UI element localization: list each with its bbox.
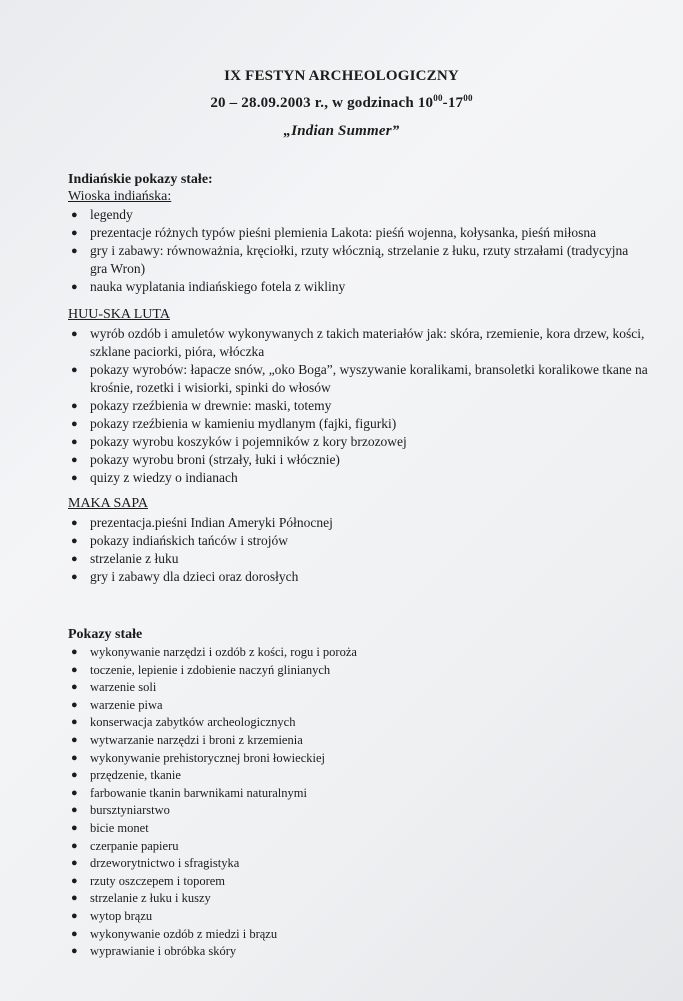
list-item-text: prezentacje różnych typów pieśni plemienia Lakota: pieśń wojenna, kołysanka, pieśń miłosna [90,225,597,240]
bullet-icon: ● [71,804,78,817]
list-item-text: farbowanie tkanin barwnikami naturalnymi [90,785,307,800]
bullet-icon: ● [71,927,78,940]
list-item-text: pokazy wyrobu broni (strzały, łuki i włócznie) [90,452,340,467]
subtitle-text: „Indian Summer” [283,123,400,139]
bullet-icon: ● [71,227,78,239]
section-title-huu-ska-luta: HUU-SKA LUTA [68,307,170,322]
list-item-text: wyrób ozdób i amuletów wykonywanych z takich materiałów jak: skóra, rzemienie, kora drzew, kości, szklane paciorki, pióra, włóczka [90,326,645,359]
list-item-text: gry i zabawy: równoważnia, kręciołki, rzuty włócznią, strzelanie z łuku, rzuty strzałami (tradycyjna gra Wron) [90,243,629,276]
section-title-permanent-shows: Pokazy stałe [68,627,143,642]
bullet-icon: ● [71,472,78,484]
time-end-text: -17 [442,95,464,111]
list-item [68,568,648,586]
list-item-text: wykonywanie ozdób z miedzi i brązu [90,926,278,941]
list-item [68,697,648,715]
list-item [68,855,648,873]
bullet-icon: ● [71,681,78,694]
dates-text: 20 – 28.09.2003 r., w godzinach 10 [210,95,434,111]
list-item [68,873,648,891]
list-item-text: wytop brązu [90,908,153,923]
list-item [68,732,648,750]
list-item [68,679,648,697]
list-item [68,750,648,768]
list-item-text: wykonywanie prehistorycznej broni łowieckiej [90,750,325,765]
title-text: IX FESTYN ARCHEOLOGICZNY [224,68,459,84]
list-item [68,514,648,532]
document-title [0,68,683,85]
bullet-icon: ● [71,857,78,870]
list-item [68,644,648,662]
bullet-icon: ● [71,245,78,257]
list-item-text: strzelanie z łuku [90,551,179,566]
bullet-icon: ● [71,698,78,711]
time-end-sup: 00 [463,93,473,103]
bullet-icon: ● [71,874,78,887]
bullet-icon: ● [71,751,78,764]
list-item-text: pokazy rzeźbienia w drewnie: maski, totemy [90,398,332,413]
list-item-text: drzeworytnictwo i sfragistyka [90,856,240,871]
bullet-icon: ● [71,328,78,340]
bullet-icon: ● [71,418,78,430]
list-item-text: bicie monet [90,820,149,835]
list-item-text: wytwarzanie narzędzi i broni z krzemienia [90,732,303,747]
list-item-text: pokazy wyrobu koszyków i pojemników z kory brzozowej [90,434,407,449]
list-item [68,802,648,820]
list-item [68,714,648,732]
bullet-icon: ● [71,364,78,376]
list-item-text: prezentacja.pieśni Indian Ameryki Północnej [90,515,333,530]
bullet-icon: ● [71,517,78,529]
list-item-text: pokazy wyrobów: łapacze snów, „oko Boga”, wyszywanie koralikami, bransoletki koralikowe tkane na krośnie, rozetki i wisiorki, spinki do włosów [90,362,648,395]
bullet-icon: ● [71,454,78,466]
bullet-icon: ● [71,786,78,799]
list-permanent-shows [68,644,648,961]
list-item-text: przędzenie, tkanie [90,768,181,783]
list-item [68,206,648,224]
list-item-text: czerpanie papieru [90,838,179,853]
list-item [68,469,648,487]
list-item-text: strzelanie z łuku i kuszy [90,891,211,906]
bullet-icon: ● [71,663,78,676]
bullet-icon: ● [71,733,78,746]
bullet-icon: ● [71,945,78,958]
bullet-icon: ● [71,892,78,905]
bullet-icon: ● [71,553,78,565]
bullet-icon: ● [71,400,78,412]
list-item [68,838,648,856]
list-item [68,785,648,803]
bullet-icon: ● [71,909,78,922]
event-subtitle [0,123,683,140]
list-item [68,926,648,944]
list-indian-village [68,206,648,296]
bullet-icon: ● [71,571,78,583]
list-item [68,908,648,926]
list-item-text: warzenie soli [90,680,157,695]
list-item-text: rzuty oszczepem i toporem [90,873,226,888]
list-item-text: legendy [90,207,133,222]
bullet-icon: ● [71,839,78,852]
section-subtitle-village: Wioska indiańska: [68,189,172,204]
list-item-text: pokazy rzeźbienia w kamieniu mydlanym (fajki, figurki) [90,416,397,431]
section-title-indian-shows: Indiańskie pokazy stałe: [68,172,213,187]
list-item [68,242,648,278]
list-item-text: toczenie, lepienie i zdobienie naczyń glinianych [90,662,331,677]
list-item-text: pokazy indiańskich tańców i strojów [90,533,288,548]
list-item-text: warzenie piwa [90,697,163,712]
list-item [68,278,648,296]
list-item-text: nauka wyplatania indiańskiego fotela z wikliny [90,279,346,294]
list-item [68,361,648,397]
section-title-maka-sapa: MAKA SAPA [68,496,149,511]
list-item [68,451,648,469]
bullet-icon: ● [71,535,78,547]
list-item [68,662,648,680]
event-dates [0,95,683,112]
bullet-icon: ● [71,436,78,448]
list-item [68,532,648,550]
list-maka-sapa [68,514,648,586]
bullet-icon: ● [71,821,78,834]
time-start-sup: 00 [433,93,443,103]
bullet-icon: ● [71,769,78,782]
list-item [68,550,648,568]
list-item [68,397,648,415]
list-item-text: wykonywanie narzędzi i ozdób z kości, rogu i poroża [90,645,357,659]
list-item [68,890,648,908]
bullet-icon: ● [71,209,78,221]
bullet-icon: ● [71,281,78,293]
bullet-icon: ● [71,646,78,658]
list-item [68,325,648,361]
list-item [68,415,648,433]
list-item-text: bursztyniarstwo [90,803,170,818]
list-item [68,433,648,451]
list-item [68,224,648,242]
list-item-text: quizy z wiedzy o indianach [90,470,238,485]
list-item [68,943,648,961]
bullet-icon: ● [71,716,78,729]
list-item [68,820,648,838]
list-item-text: konserwacja zabytków archeologicznych [90,715,296,730]
list-item-text: wyprawianie i obróbka skóry [90,944,237,959]
list-item [68,767,648,785]
list-huu-ska-luta [68,325,648,487]
list-item-text: gry i zabawy dla dzieci oraz dorosłych [90,569,299,584]
